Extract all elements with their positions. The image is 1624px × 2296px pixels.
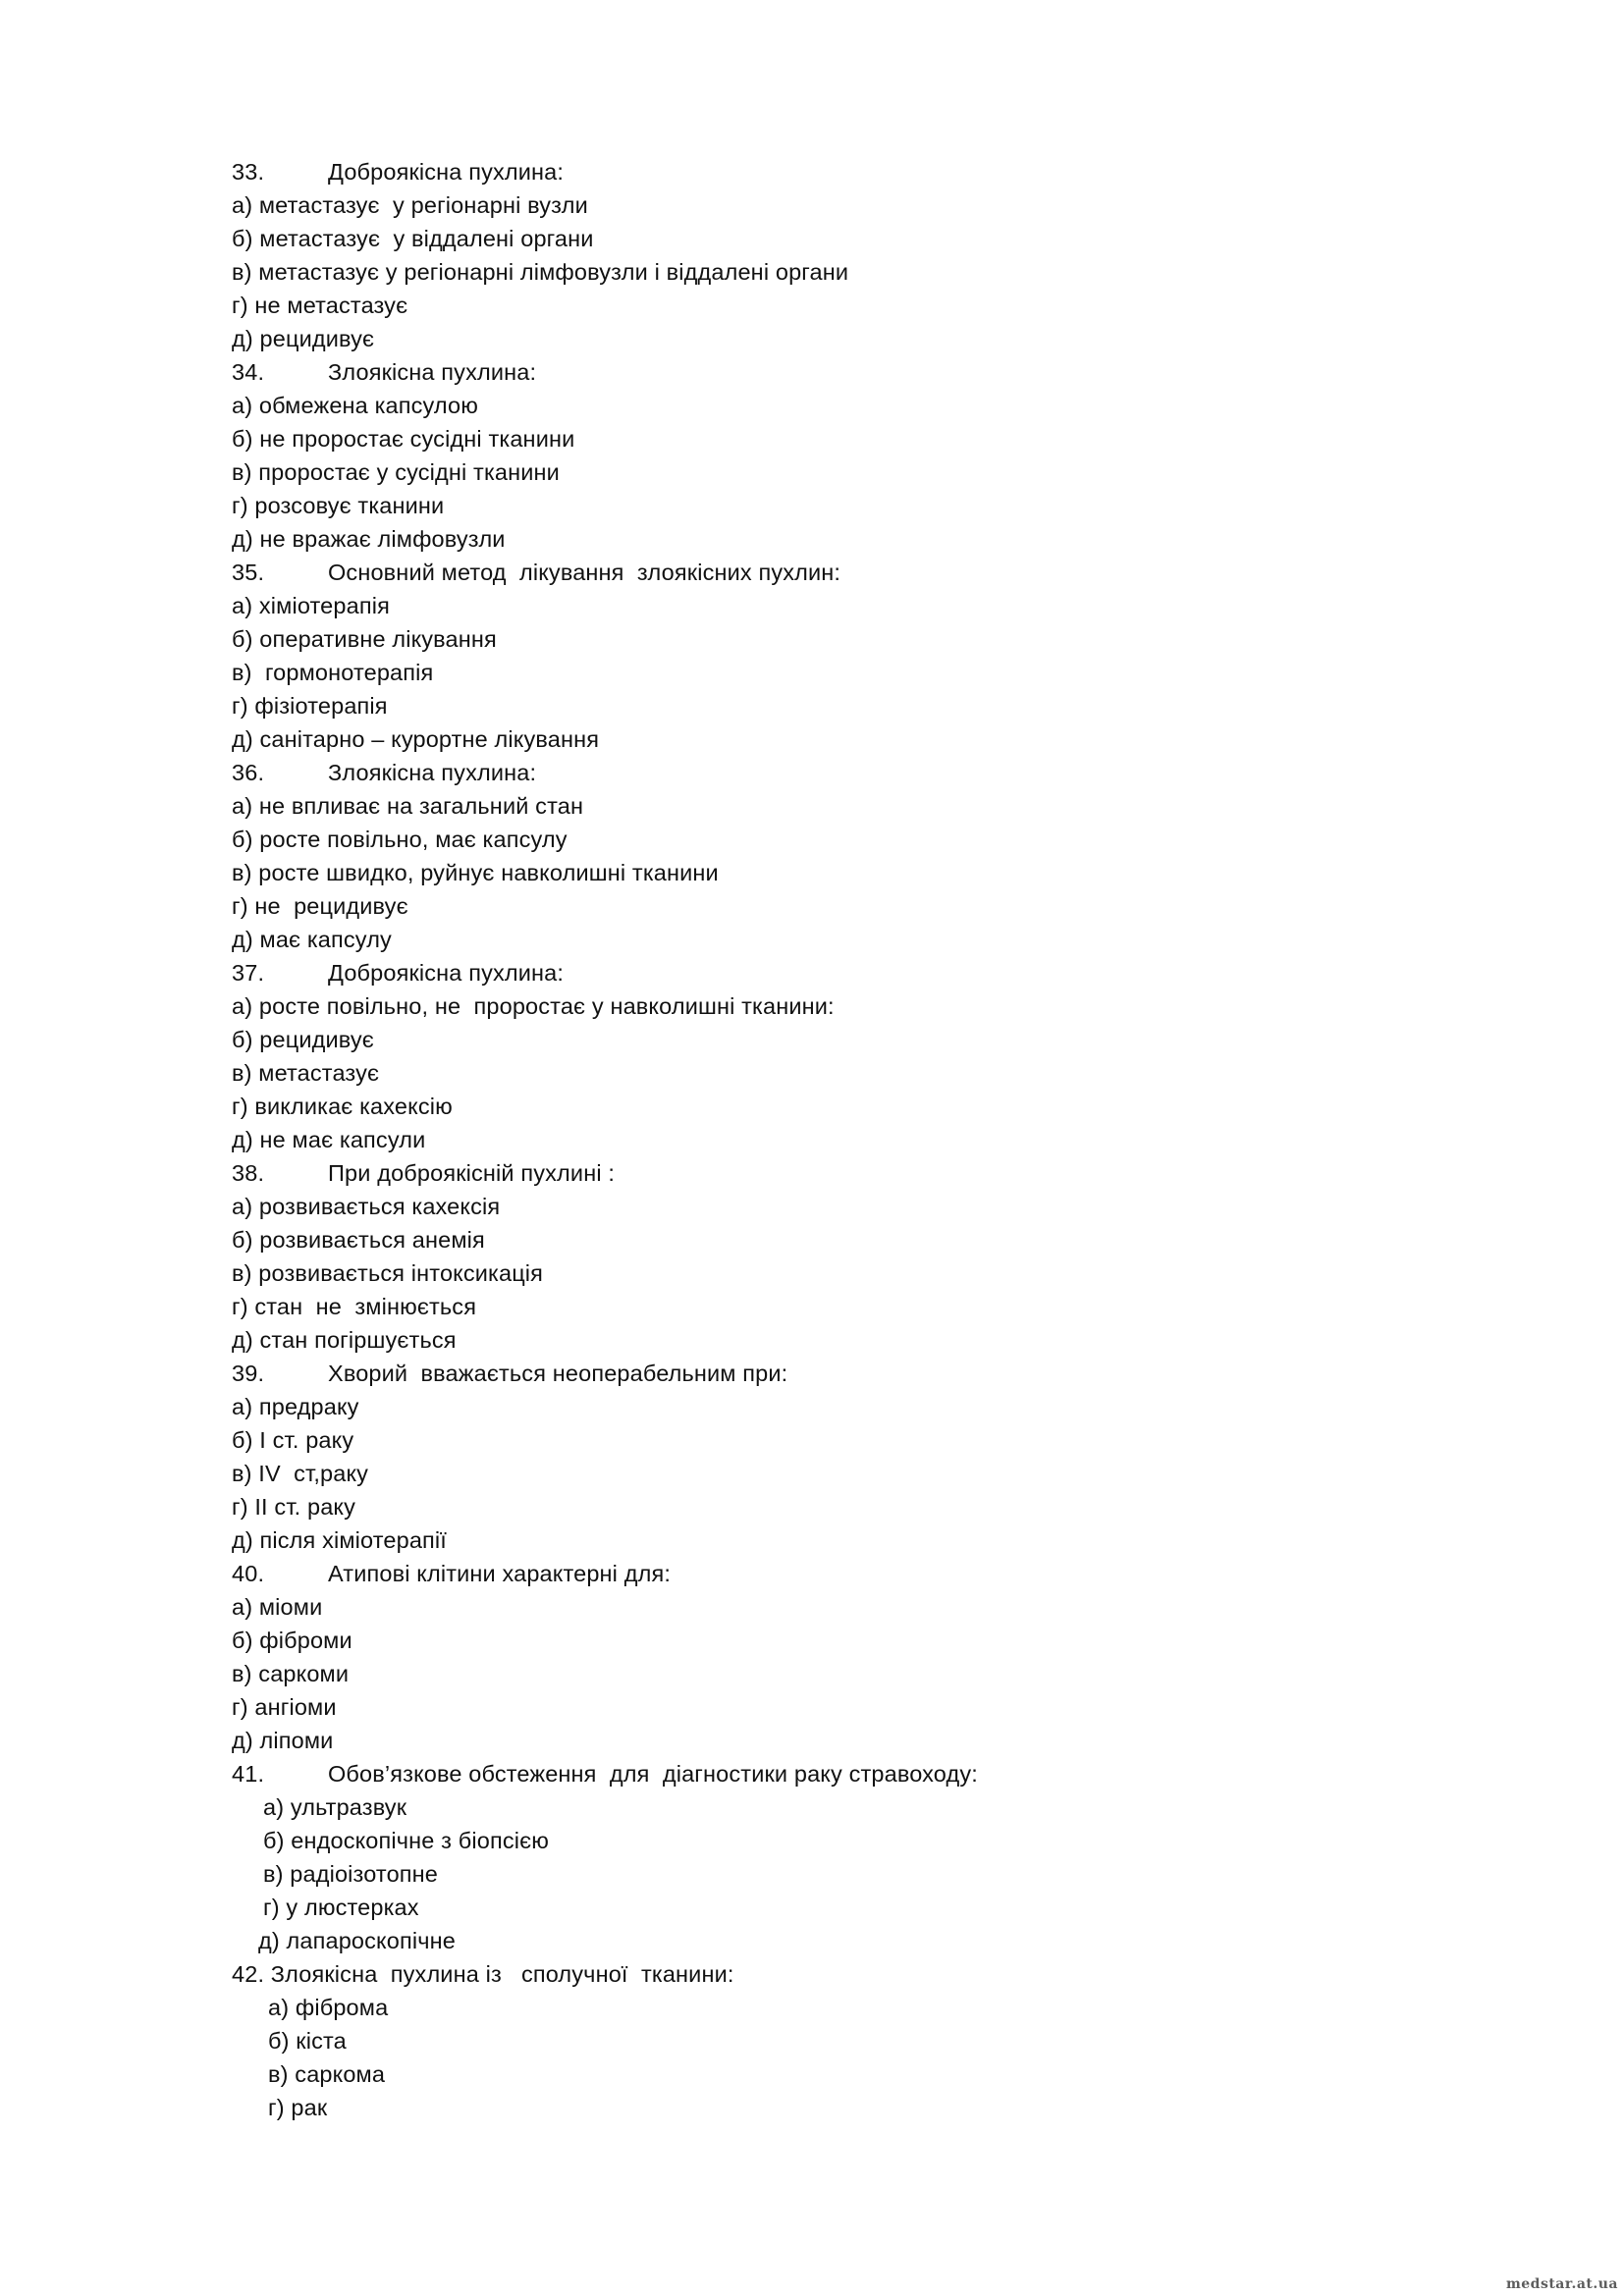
site-watermark: medstar.at.ua	[1505, 2276, 1618, 2292]
question-text: Злоякісна пухлина:	[328, 359, 537, 385]
question-text: Доброякісна пухлина:	[328, 960, 565, 986]
answer-option: д) не має капсули	[232, 1127, 426, 1152]
question-38	[232, 1156, 1390, 1190]
answer-option: д) санітарно – курортне лікування	[232, 726, 600, 752]
answer-option: а) метастазує у регіонарні вузли	[232, 192, 588, 218]
question-number: 33.	[232, 159, 265, 185]
question-number: 41.	[232, 1761, 265, 1787]
question-number: 39.	[232, 1361, 265, 1386]
answer-option: а) обмежена капсулою	[232, 393, 479, 418]
answer-option: а) ультразвук	[263, 1794, 407, 1820]
question-text: Хворий вважається неоперабельним при:	[328, 1361, 788, 1386]
answer-option: в) саркома	[268, 2061, 386, 2087]
question-text: Злоякісна пухлина:	[328, 760, 537, 785]
question-number: 35.	[232, 560, 265, 585]
question-33	[232, 155, 1390, 188]
question-35	[232, 556, 1390, 589]
question-text: Доброякісна пухлина:	[328, 159, 565, 185]
answer-option: д) ліпоми	[232, 1728, 334, 1753]
question-text: Атипові клітини характерні для:	[328, 1561, 672, 1586]
answer-option: в) радіоізотопне	[263, 1861, 439, 1887]
answer-option: б) фіброми	[232, 1628, 352, 1653]
answer-option: в) росте швидко, руйнує навколишні тканини	[232, 860, 719, 885]
answer-option: д) стан погіршується	[232, 1327, 457, 1353]
answer-option: б) І ст. раку	[232, 1427, 354, 1453]
answer-option: б) розвивається анемія	[232, 1227, 485, 1253]
question-39	[232, 1357, 1390, 1390]
answer-option: а) не впливає на загальний стан	[232, 793, 584, 819]
question-number: 37.	[232, 960, 265, 986]
answer-option: д) рецидивує	[232, 326, 375, 351]
question-text: Основний метод лікування злоякісних пухлин:	[328, 560, 841, 585]
answer-option: д) має капсулу	[232, 927, 392, 952]
question-37	[232, 956, 1390, 989]
answer-option: б) ендоскопічне з біопсією	[263, 1828, 550, 1853]
answer-option: а) міоми	[232, 1594, 323, 1620]
answer-option: б) метастазує у віддалені органи	[232, 226, 594, 251]
answer-option: в) гормонотерапія	[232, 660, 434, 685]
answer-option: г) фізіотерапія	[232, 693, 388, 719]
answer-option: а) розвивається кахексія	[232, 1194, 501, 1219]
question-number: 34.	[232, 359, 265, 385]
answer-option: в) ІV ст,раку	[232, 1461, 369, 1486]
question-text: Обов’язкове обстеження для діагностики раку стравоходу:	[328, 1761, 978, 1787]
answer-option: г) рак	[268, 2095, 328, 2120]
question-number: 40.	[232, 1561, 265, 1586]
answer-option: в) метастазує	[232, 1060, 380, 1086]
answer-option: г) ангіоми	[232, 1694, 337, 1720]
question-number: 38.	[232, 1160, 265, 1186]
answer-option: г) не метастазує	[232, 293, 408, 318]
answer-option: б) кіста	[268, 2028, 347, 2054]
answer-option: в) розвивається інтоксикація	[232, 1260, 544, 1286]
question-41	[232, 1757, 1390, 1790]
answer-option: г) розсовує тканини	[232, 493, 445, 518]
question-text: При доброякісній пухлині :	[328, 1160, 616, 1186]
answer-option: б) рецидивує	[232, 1027, 374, 1052]
question-34	[232, 355, 1390, 389]
answer-option: д) не вражає лімфовузли	[232, 526, 506, 552]
question-40	[232, 1557, 1390, 1590]
answer-option: б) оперативне лікування	[232, 626, 497, 652]
answer-option: а) хіміотерапія	[232, 593, 390, 618]
answer-option: д) після хіміотерапії	[232, 1527, 447, 1553]
answer-option: г) не рецидивує	[232, 893, 408, 919]
answer-option: б) не проростає сусідні тканини	[232, 426, 575, 452]
answer-option: в) саркоми	[232, 1661, 350, 1686]
answer-option: г) стан не змінюється	[232, 1294, 477, 1319]
answer-option: б) росте повільно, має капсулу	[232, 827, 568, 852]
question-42: 42. Злоякісна пухлина із сполучної тканини:	[232, 1961, 734, 1987]
question-36	[232, 756, 1390, 789]
answer-option: г) ІІ ст. раку	[232, 1494, 356, 1520]
answer-option: а) фіброма	[268, 1995, 389, 2020]
answer-option: а) предраку	[232, 1394, 359, 1419]
answer-option: д) лапароскопічне	[258, 1928, 456, 1953]
answer-option: в) проростає у сусідні тканини	[232, 459, 560, 485]
question-number: 36.	[232, 760, 265, 785]
test-questions	[232, 155, 1390, 2124]
answer-option: г) у люстерках	[263, 1895, 419, 1920]
answer-option: г) викликає кахексію	[232, 1094, 453, 1119]
answer-option: а) росте повільно, не проростає у навколишні тканини:	[232, 993, 835, 1019]
answer-option: в) метастазує у регіонарні лімфовузли і віддалені органи	[232, 259, 849, 285]
